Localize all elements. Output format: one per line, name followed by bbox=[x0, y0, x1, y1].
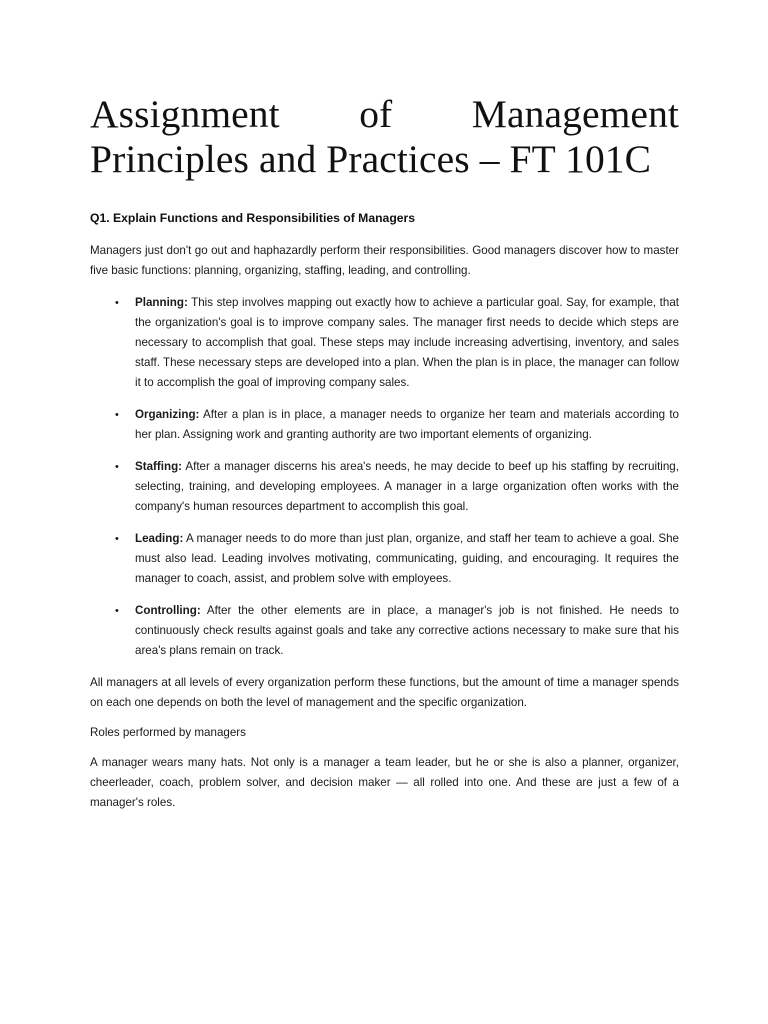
list-item-controlling bbox=[115, 601, 679, 661]
roles-paragraph: A manager wears many hats. Not only is a manager a team leader, but he or she is also a planner, organizer, cheerleader, coach, problem solver, and decision maker — all rolled into one. And these are just a few of a manager's roles. bbox=[90, 756, 679, 809]
intro-paragraph: Managers just don't go out and haphazardly perform their responsibilities. Good managers discover how to master five basic functions: planning, organizing, staffing, leading, and controlling. bbox=[90, 244, 679, 277]
function-description: After a plan is in place, a manager needs to organize her team and materials according to her plan. Assigning work and granting authority are two important elements of organizing. bbox=[135, 408, 679, 441]
list-item-leading bbox=[115, 529, 679, 589]
function-description: After the other elements are in place, a manager's job is not finished. He needs to continuously check results against goals and take any corrective actions necessary to make sure that his area's plans remain on track. bbox=[135, 604, 679, 657]
question-heading: Q1. Explain Functions and Responsibilities of Managers bbox=[90, 211, 416, 225]
functions-list bbox=[90, 293, 679, 661]
function-term: Leading: bbox=[135, 532, 184, 545]
bullet-icon: • bbox=[115, 605, 119, 617]
function-description: After a manager discerns his area's needs, he may decide to beef up his staffing by recruiting, selecting, training, and developing employees. A manager in a large organization often works with the company's human resources department to accomplish this goal. bbox=[135, 460, 679, 513]
list-item-staffing bbox=[115, 457, 679, 517]
bullet-icon: • bbox=[115, 409, 119, 421]
function-term: Controlling: bbox=[135, 604, 201, 617]
list-item-organizing bbox=[115, 405, 679, 445]
bullet-icon: • bbox=[115, 461, 119, 473]
function-description: A manager needs to do more than just plan, organize, and staff her team to achieve a goal. She must also lead. Leading involves motivating, communicating, guiding, and encouraging. It requires the manager to coach, assist, and problem solve with employees. bbox=[135, 532, 679, 585]
bullet-icon: • bbox=[115, 297, 119, 309]
function-term: Staffing: bbox=[135, 460, 183, 473]
function-term: Planning: bbox=[135, 296, 188, 309]
function-description: This step involves mapping out exactly how to achieve a particular goal. Say, for example, that the organization's goal is to improve company sales. The manager first needs to decide which steps are necessary to accomplish that goal. These steps may include increasing advertising, inventory, and sales staff. These necessary steps are developed into a plan. When the plan is in place, the manager can follow it to accomplish the goal of improving company sales. bbox=[135, 296, 679, 389]
bullet-icon: • bbox=[115, 533, 119, 545]
summary-paragraph: All managers at all levels of every organization perform these functions, but the amount of time a manager spends on each one depends on both the level of management and the specific organization. bbox=[90, 676, 679, 709]
function-term: Organizing: bbox=[135, 408, 200, 421]
list-item-planning bbox=[115, 293, 679, 393]
document-title: Assignment of Management Principles and Practices – FT 101C bbox=[90, 92, 679, 181]
document-page bbox=[90, 92, 679, 813]
roles-heading: Roles performed by managers bbox=[90, 726, 246, 739]
